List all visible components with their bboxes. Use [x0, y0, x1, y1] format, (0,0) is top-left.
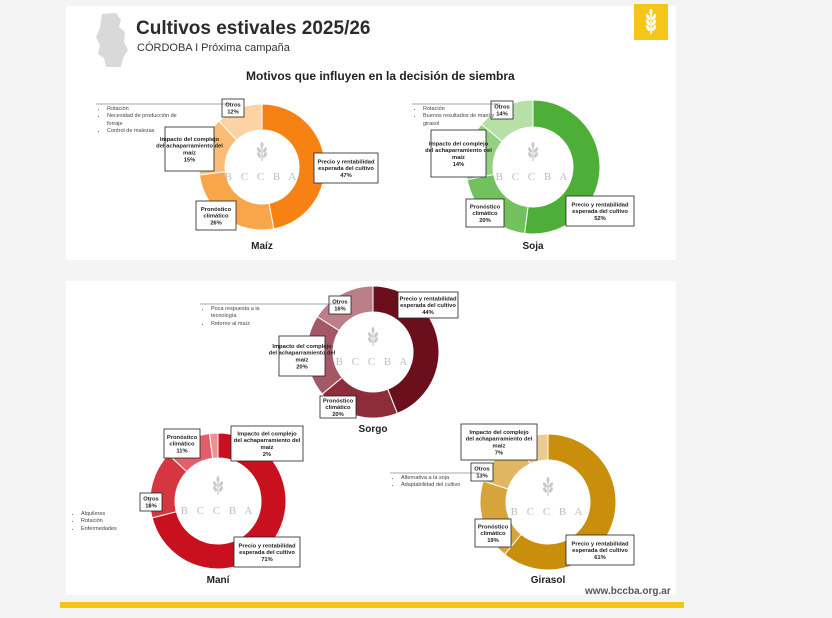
sorgo-label-precio-y-rentabilidad-esperada-del-cultivo	[398, 292, 458, 318]
mani-label-otros	[140, 493, 162, 511]
maiz-value-label: 12%	[227, 109, 239, 116]
girasol-watermark-text: B C C B A	[510, 506, 586, 518]
mani-others-notes	[72, 511, 141, 533]
soja-value-label: 20%	[479, 217, 491, 224]
svg-text:Precio y rentabilidad: Precio y rentabilidad	[399, 296, 457, 303]
soja-label-impacto-del-complejo-del-achaparramiento-del-maiz	[425, 130, 492, 177]
girasol-others-notes	[392, 475, 477, 490]
soja-chart-name: Soja	[522, 241, 544, 252]
svg-text:del achaparramiento del: del achaparramiento del	[268, 350, 336, 357]
svg-text:esperada del cultivo: esperada del cultivo	[400, 303, 456, 310]
sorgo-label-otros	[329, 296, 351, 314]
soja-label-precio-y-rentabilidad-esperada-del-cultivo	[566, 196, 634, 226]
sorgo-value-label: 20%	[296, 364, 308, 371]
footer-url[interactable]: www.bccba.org.ar	[585, 586, 671, 597]
svg-text:climático: climático	[203, 213, 229, 220]
svg-text:Precio y rentabilidad: Precio y rentabilidad	[571, 541, 629, 548]
svg-text:maíz: maíz	[295, 357, 309, 364]
soja-value-label: 14%	[496, 111, 508, 118]
svg-text:climático: climático	[480, 531, 506, 538]
maiz-value-label: 15%	[183, 157, 196, 164]
svg-text:del achaparramiento del: del achaparramiento del	[465, 436, 533, 443]
girasol-label-pronostico-climatico	[475, 519, 511, 547]
girasol-value-label: 13%	[476, 473, 488, 480]
girasol-others-note-item: • Alternativa a la soja	[401, 475, 477, 482]
girasol-others-note-item: • Adaptabilidad del cultivo	[401, 482, 477, 489]
maiz-others-notes	[98, 106, 191, 136]
girasol-watermark-wheat-icon	[542, 477, 554, 496]
svg-text:maíz: maíz	[492, 443, 506, 450]
svg-text:climático: climático	[169, 441, 195, 448]
maiz-others-note-item: • Necesidad de producción de forraje	[107, 113, 191, 128]
svg-text:esperada del cultivo: esperada del cultivo	[239, 550, 295, 557]
svg-text:Precio y rentabilidad: Precio y rentabilidad	[571, 202, 629, 209]
maiz-watermark-wheat-icon	[256, 142, 268, 161]
maiz-others-note-item: • Control de malezas	[107, 128, 191, 135]
mani-label-precio-y-rentabilidad-esperada-del-cultivo	[234, 537, 300, 567]
soja-watermark-text: B C C B A	[495, 171, 571, 183]
svg-text:Impacto del complejo: Impacto del complejo	[272, 343, 332, 350]
svg-text:maíz: maíz	[260, 445, 274, 451]
svg-text:esperada del cultivo: esperada del cultivo	[572, 548, 628, 555]
girasol-donut-chart	[461, 424, 634, 586]
soja-watermark-wheat-icon	[527, 142, 539, 161]
svg-text:climático: climático	[472, 211, 498, 218]
sorgo-watermark-wheat-icon	[367, 327, 379, 346]
soja-label-pronostico-climatico	[466, 199, 504, 227]
mani-label-impacto-del-complejo-del-achaparramiento-del-maiz	[231, 426, 303, 461]
sorgo-value-label: 44%	[422, 309, 434, 316]
maiz-label-otros	[222, 99, 244, 117]
svg-text:Precio y rentabilidad: Precio y rentabilidad	[317, 159, 375, 166]
svg-text:climático: climático	[325, 405, 351, 412]
mani-others-note-item: • Enfermedades	[81, 526, 141, 533]
svg-text:esperada del cultivo: esperada del cultivo	[572, 209, 628, 216]
svg-text:Pronóstico: Pronóstico	[469, 204, 501, 211]
mani-watermark-wheat-icon	[212, 476, 224, 495]
sorgo-donut-chart	[269, 286, 458, 435]
page-title: Cultivos estivales 2025/26	[136, 18, 371, 39]
svg-text:maíz: maíz	[183, 150, 196, 157]
mani-value-label: 11%	[176, 448, 188, 455]
soja-value-label: 52%	[594, 215, 606, 222]
maiz-label-precio-y-rentabilidad-esperada-del-cultivo	[314, 153, 378, 183]
mani-value-label: 16%	[145, 503, 157, 510]
svg-text:Pronóstico: Pronóstico	[166, 434, 198, 441]
girasol-value-label: 61%	[594, 554, 606, 561]
svg-text:del achaparramiento del: del achaparramiento del	[233, 438, 301, 445]
svg-text:Pronóstico: Pronóstico	[322, 398, 354, 405]
mani-chart-name: Maní	[206, 575, 230, 586]
svg-text:Otros: Otros	[225, 102, 241, 109]
sorgo-value-label: 16%	[334, 306, 346, 313]
sorgo-watermark-text: B C C B A	[335, 356, 411, 368]
svg-text:Impacto del complejo: Impacto del complejo	[469, 429, 529, 436]
soja-others-notes	[414, 106, 501, 128]
girasol-value-label: 7%	[494, 450, 504, 457]
soja-others-note-item: • Rotación	[423, 106, 501, 113]
soja-others-note-item: • Buenos resultados de maní y girasol	[423, 113, 501, 128]
maiz-chart-name: Maíz	[251, 241, 273, 252]
sorgo-chart-name: Sorgo	[358, 424, 388, 435]
maiz-watermark-text: B C C B A	[224, 171, 300, 183]
svg-text:Otros: Otros	[474, 466, 490, 473]
maiz-value-label: 47%	[340, 172, 352, 179]
mani-label-pronostico-climatico	[164, 429, 200, 458]
svg-text:Otros: Otros	[143, 496, 159, 503]
section-title: Motivos que influyen en la decisión de siembra	[246, 69, 515, 83]
svg-text:Impacto del complejo: Impacto del complejo	[237, 431, 297, 438]
maiz-others-note-item: • Rotación	[107, 106, 191, 113]
mani-others-note-item: • Rotación	[81, 518, 141, 525]
mani-watermark-text: B C C B A	[180, 505, 256, 517]
girasol-chart-name: Girasol	[530, 575, 566, 586]
svg-text:maíz: maíz	[452, 155, 465, 161]
girasol-label-impacto-del-complejo-del-achaparramiento-del-maiz	[461, 424, 537, 460]
sorgo-others-notes	[202, 306, 281, 328]
svg-text:del achaparramiento del: del achaparramiento del	[156, 143, 223, 150]
svg-text:Precio y rentabilidad: Precio y rentabilidad	[238, 543, 296, 550]
svg-text:esperada del cultivo: esperada del cultivo	[318, 166, 374, 173]
svg-text:del achaparramiento del: del achaparramiento del	[425, 148, 492, 155]
sorgo-value-label: 20%	[332, 411, 344, 418]
soja-value-label: 14%	[452, 161, 465, 168]
maiz-value-label: 26%	[210, 220, 222, 227]
mani-value-label: 2%	[262, 451, 272, 458]
page-subtitle: CÓRDOBA I Próxima campaña	[137, 42, 290, 54]
sorgo-others-note-item: • Poca respuesta a la tecnología	[211, 306, 281, 321]
mani-value-label: 71%	[261, 556, 273, 563]
svg-text:Pronóstico: Pronóstico	[200, 206, 232, 213]
mani-others-note-item: • Alquileres	[81, 511, 141, 518]
sorgo-label-pronostico-climatico	[320, 396, 356, 418]
svg-text:Impacto del complejo: Impacto del complejo	[428, 141, 489, 148]
svg-text:Otros: Otros	[332, 299, 348, 306]
girasol-value-label: 19%	[487, 537, 499, 544]
girasol-label-precio-y-rentabilidad-esperada-del-cultivo	[566, 535, 634, 565]
maiz-label-pronostico-climatico	[196, 201, 236, 230]
footer-bar	[60, 602, 684, 608]
svg-text:Impacto del complejo: Impacto del complejo	[159, 136, 220, 143]
svg-text:Otros: Otros	[494, 104, 510, 111]
svg-text:Pronóstico: Pronóstico	[477, 524, 509, 531]
sorgo-others-note-item: • Retorno al maíz	[211, 321, 281, 328]
mani-donut-chart	[140, 426, 303, 586]
